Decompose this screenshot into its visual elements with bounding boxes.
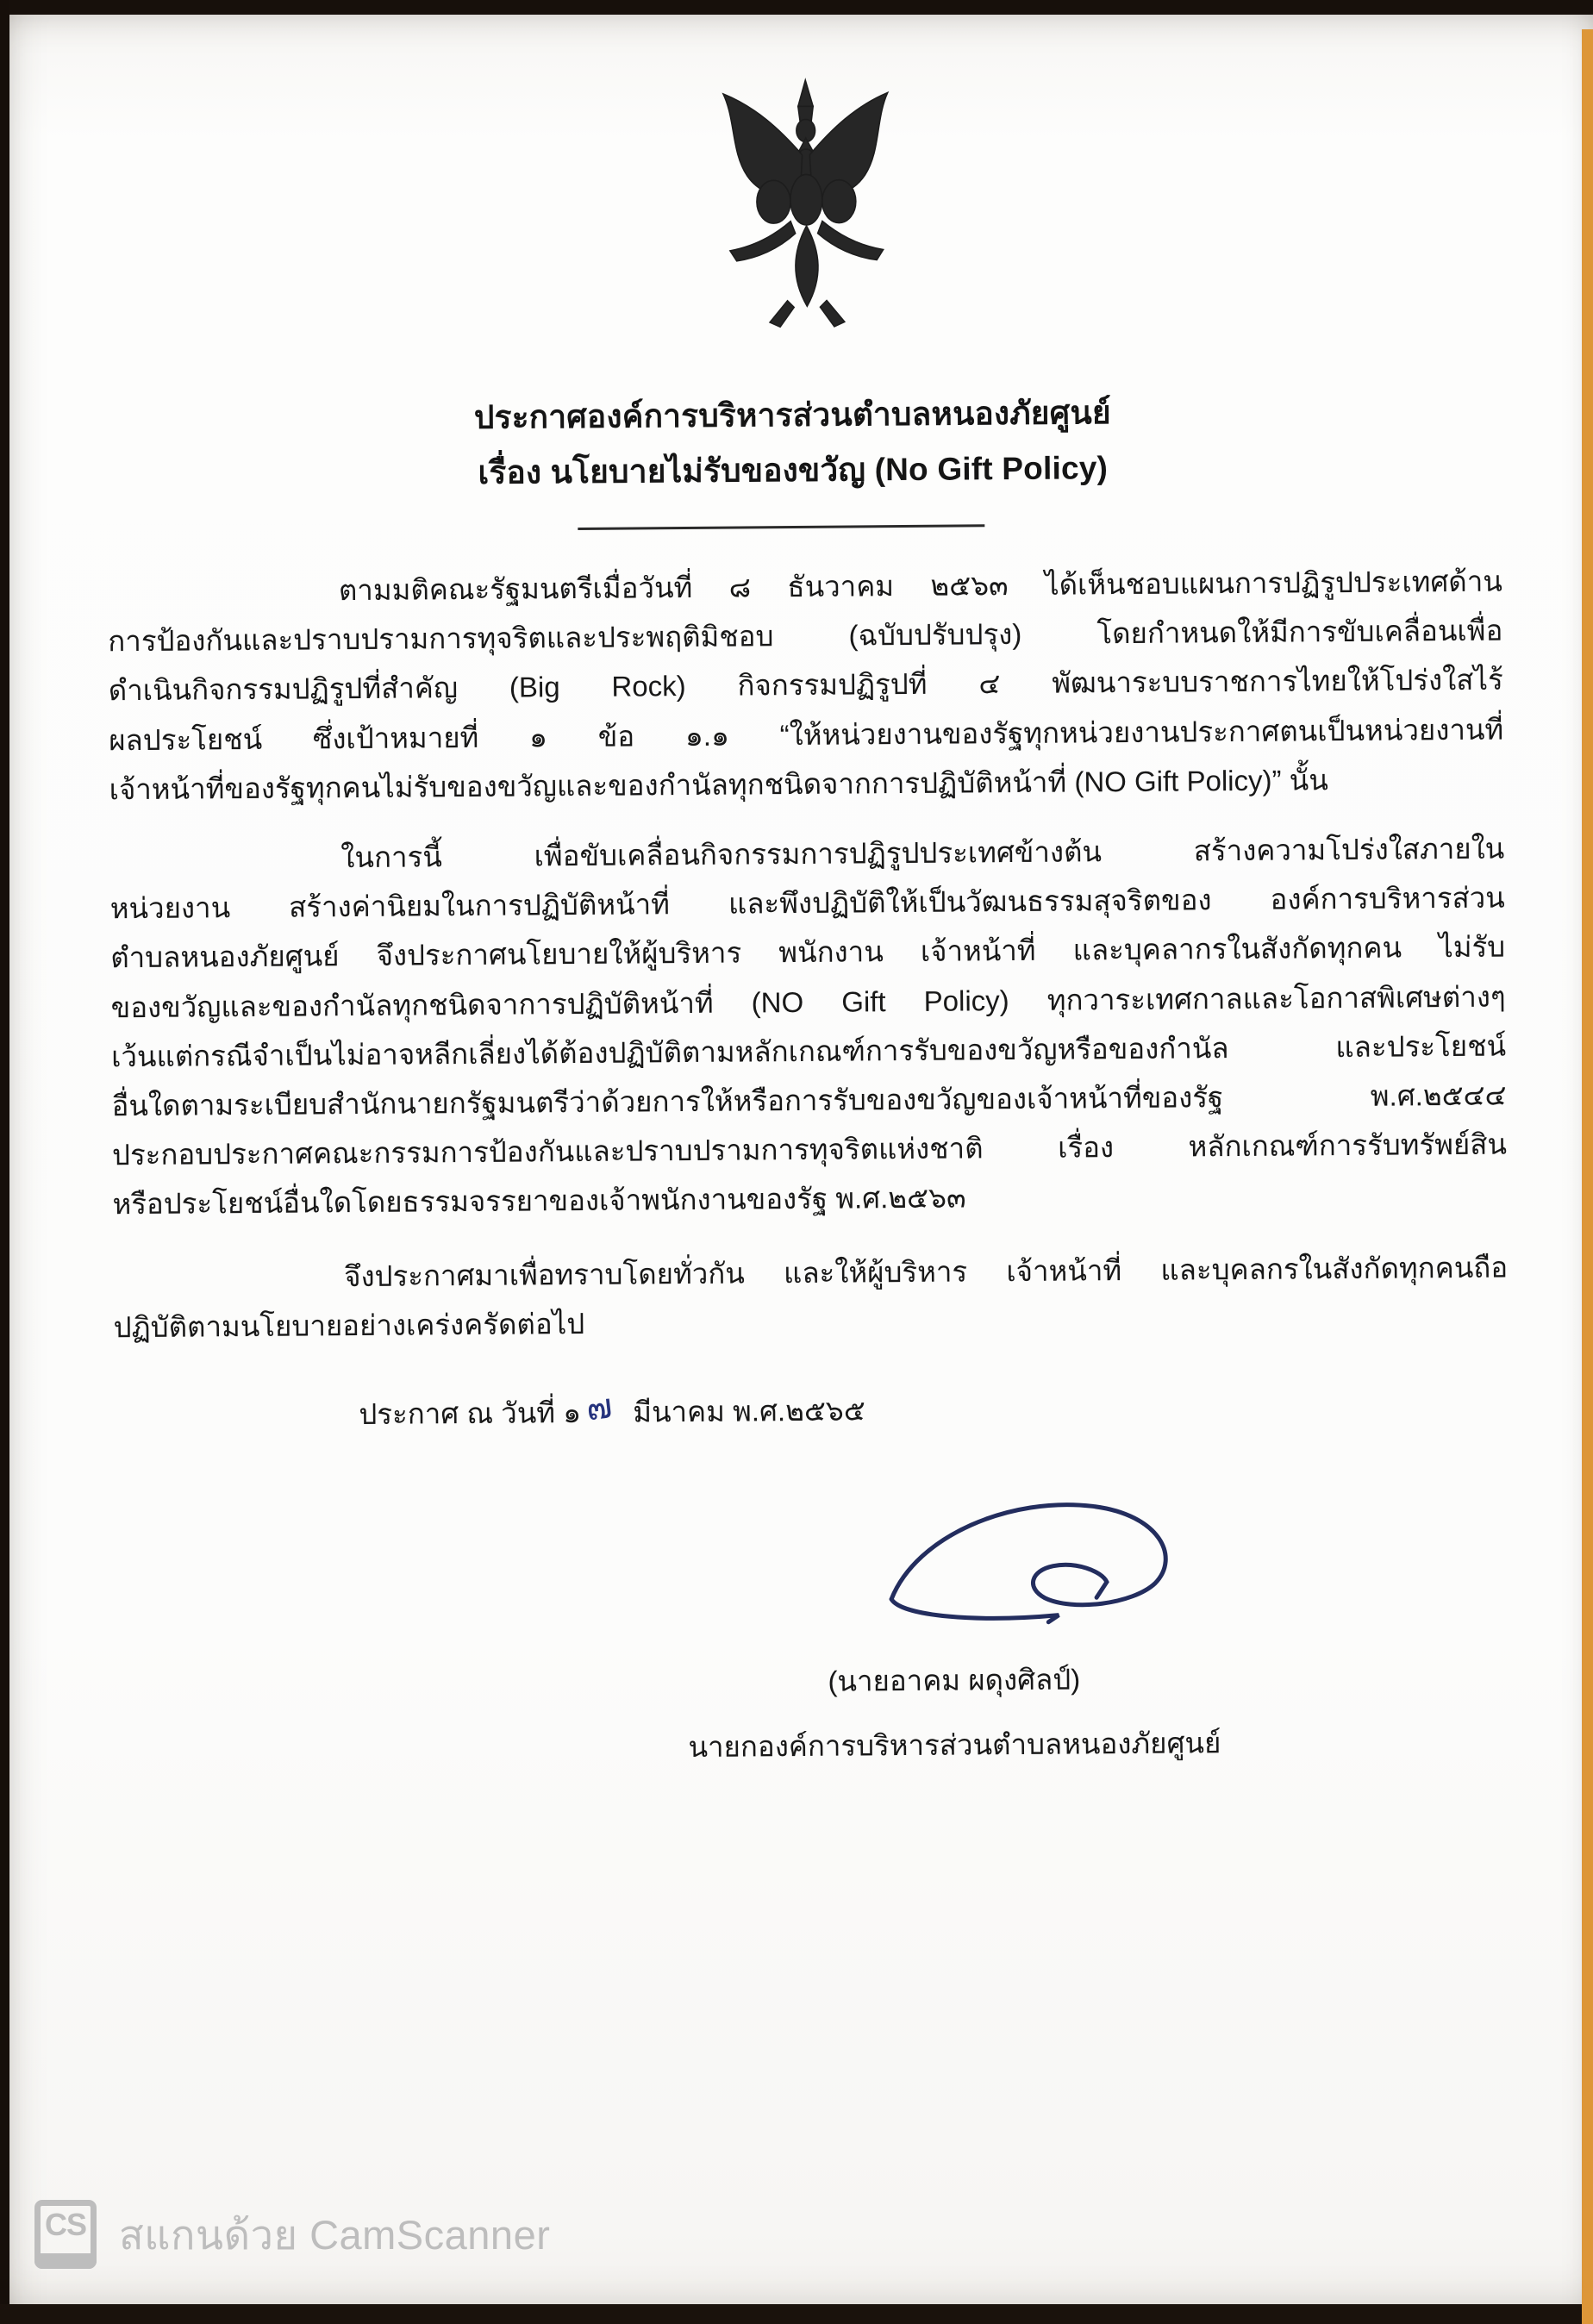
body-line: ปฏิบัติตามนโยบายอย่างเคร่งครัดต่อไป — [113, 1308, 585, 1344]
body-line: จึงประกาศมาเพื่อทราบโดยทั่วกัน และให้ผู้บริหาร เจ้าหน้าที่ และบุคลกรในสังกัดทุกคนถือ — [343, 1251, 1509, 1293]
scan-edge-left — [0, 0, 9, 2324]
scan-edge-top — [0, 0, 1593, 15]
garuda-emblem-icon — [693, 75, 919, 340]
body-line: ประกอบประกาศคณะกรรมการป้องกันและปราบปรามการทุจริตแห่งชาติ เรื่อง หลักเกณฑ์การรับทรัพย์สิน — [111, 1128, 1508, 1171]
announcement-subject: เรื่อง นโยบายไม่รับของขวัญ (No Gift Policy) — [478, 450, 1109, 490]
camscanner-icon-bar — [34, 2253, 97, 2269]
date-suffix: มีนาคม พ.ศ.๒๕๖๕ — [633, 1394, 865, 1428]
scan-edge-bottom — [0, 2304, 1593, 2324]
announcement-date-line — [359, 1380, 865, 1440]
body-line: ในการนี้ เพื่อขับเคลื่อนกิจกรรมการปฏิรูปประเทศข้างต้น สร้างความโปร่งใสภายใน — [340, 832, 1505, 874]
camscanner-icon — [34, 2200, 97, 2269]
title-divider-line — [578, 524, 984, 530]
signatory-title: นายกองค์การบริหารส่วนตำบลหนองภัยศูนย์ — [688, 1727, 1221, 1764]
signatory-name: (นายอาคม ผดุงศิลป์) — [828, 1663, 1081, 1697]
body-line: เจ้าหน้าที่ของรัฐทุกคนไม่รับของขวัญและของกำนัลทุกชนิดจากการปฏิบัติหน้าที่ (NO Gift Policy)” นั้น — [109, 763, 1328, 806]
body-line: ของขวัญและของกำนัลทุกชนิดจาการปฏิบัติหน้าที่ (NO Gift Policy) ทุกวาระเทศกาลและโอกาสพิเศษต่างๆ — [110, 980, 1506, 1023]
date-prefix: ประกาศ ณ วันที่ ๑ — [359, 1396, 582, 1431]
body-line: ผลประโยชน์ ซึ่งเป้าหมายที่ ๑ ข้อ ๑.๑ “ให้หน่วยงานของรัฐทุกหน่วยงานประกาศตนเป็นหน่วยงานที่ — [109, 713, 1504, 756]
paragraph-1 — [108, 557, 1504, 815]
watermark-text: สแกนด้วย CamScanner — [119, 2211, 551, 2258]
paragraph-3 — [113, 1243, 1509, 1353]
body-line: ตำบลหนองภัยศูนย์ จึงประกาศนโยบายให้ผู้บริหาร พนักงาน เจ้าหน้าที่ และบุคลากรในสังกัดทุกคน ไม่รับ — [110, 930, 1506, 974]
body-line: เว้นแต่กรณีจำเป็นไม่อาจหลีกเลี่ยงได้ต้องปฏิบัติตามหลักเกณฑ์การรับของขวัญหรือของกำนัล และประโยชน์ — [110, 1029, 1507, 1072]
camscanner-watermark — [34, 2200, 550, 2269]
camscanner-icon-label: CS — [44, 2207, 86, 2242]
scan-edge-right — [1582, 29, 1593, 2324]
paragraph-2 — [109, 824, 1508, 1229]
body-line: ตามมติคณะรัฐมนตรีเมื่อวันที่ ๘ ธันวาคม ๒๕๖๓ ได้เห็นชอบแผนการปฏิรูปประเทศด้าน — [338, 565, 1502, 607]
signature-block — [625, 1488, 1283, 1771]
announcement-title: ประกาศองค์การบริหารส่วนตำบลหนองภัยศูนย์ — [473, 395, 1111, 435]
handwritten-date-digit: ๗ — [584, 1387, 615, 1428]
body-line: หรือประโยชน์อื่นใดโดยธรรมจรรยาของเจ้าพนักงานของรัฐ พ.ศ.๒๕๖๓ — [112, 1181, 966, 1221]
body-line: การป้องกันและปราบปรามการทุจริตและประพฤติมิชอบ (ฉบับปรับปรุง) โดยกำหนดให้มีการขับเคลื่อนเพื่อ — [108, 614, 1503, 658]
body-line: หน่วยงาน สร้างค่านิยมในการปฏิบัติหน้าที่ และพึงปฏิบัติให้เป็นวัฒนธรรมสุจริตของ องค์การบริหารส่วน — [109, 881, 1505, 925]
handwritten-signature — [875, 1488, 1196, 1647]
body-line: อื่นใดตามระเบียบสำนักนายกรัฐมนตรีว่าด้วยการให้หรือการรับของขวัญของเจ้าหน้าที่ของรัฐ พ.ศ.๒๕๔๔ — [111, 1078, 1507, 1122]
body-line: ดำเนินกิจกรรมปฏิรูปที่สำคัญ (Big Rock) กิจกรรมปฏิรูปที่ ๔ พัฒนาระบบราชการไทยให้โปร่งใสไร้ — [108, 663, 1503, 707]
